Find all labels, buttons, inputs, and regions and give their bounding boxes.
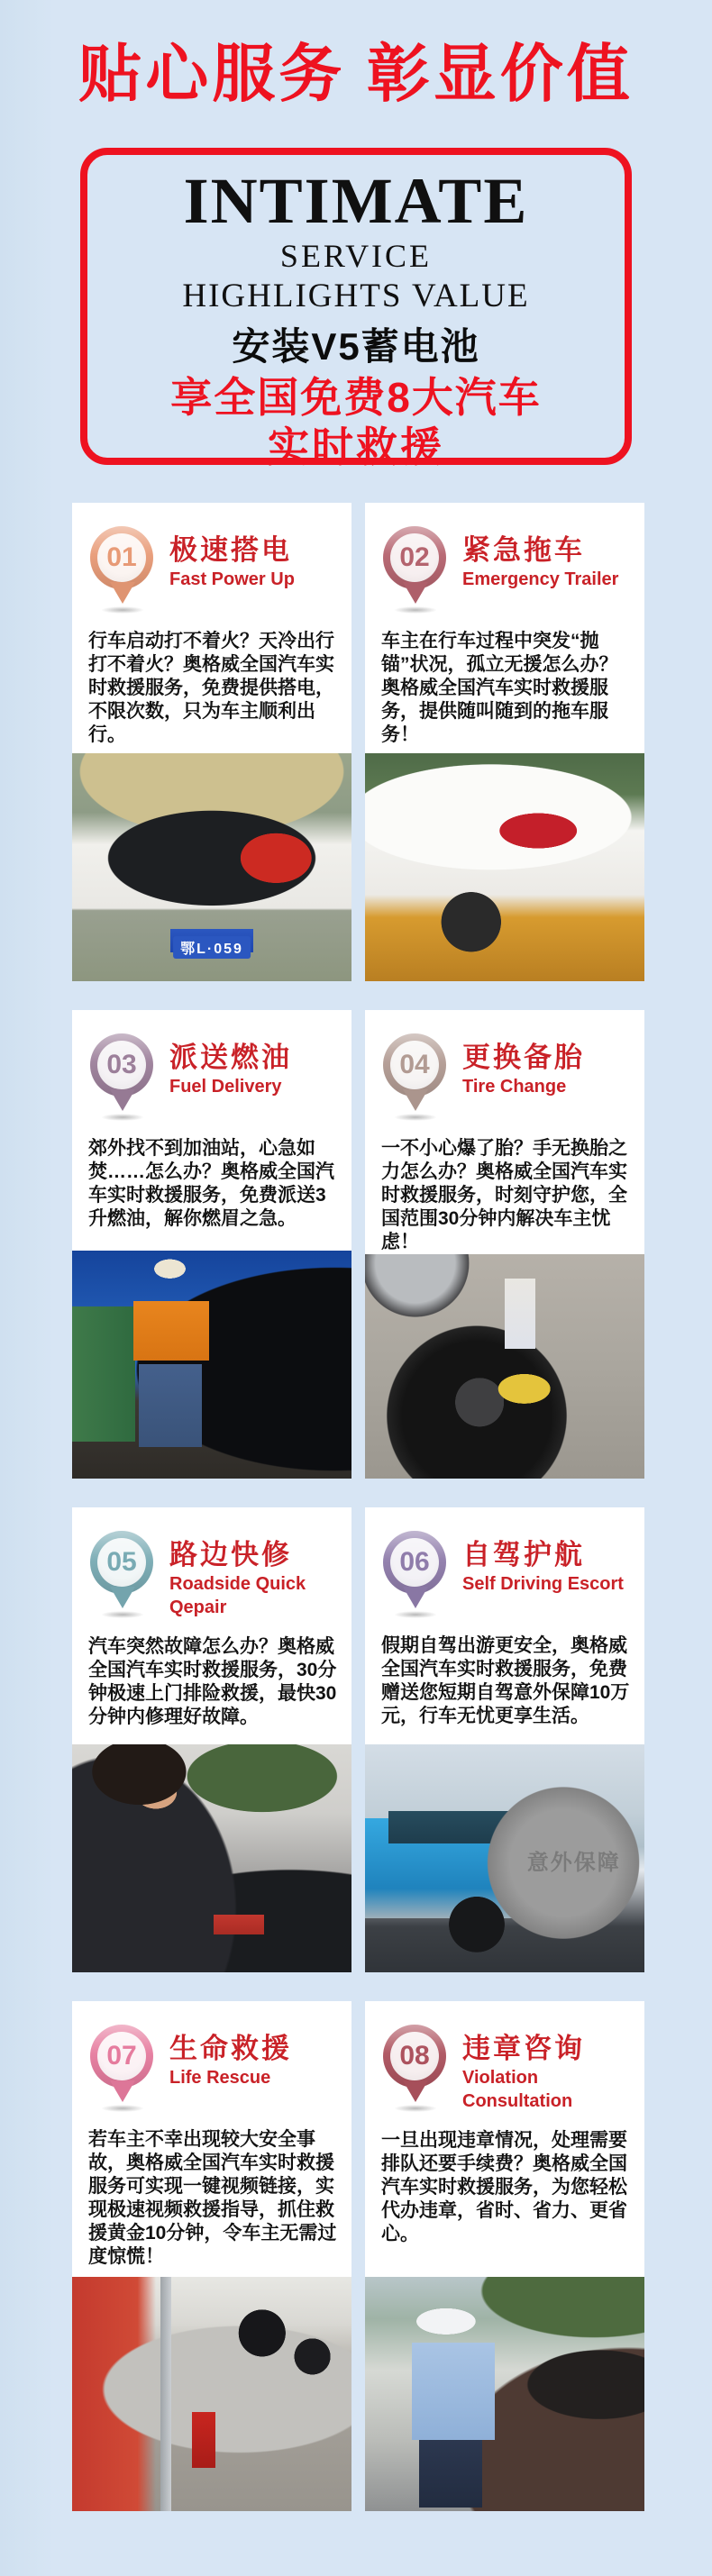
card-title-en: Roadside Quick Qepair <box>169 1574 306 1617</box>
pin-shadow <box>101 2105 144 2112</box>
hero-line-service: SERVICE <box>279 238 433 274</box>
card-header <box>72 503 351 614</box>
pin-tail <box>403 2080 428 2102</box>
card-titles <box>169 533 295 591</box>
card-description: 若车主不幸出现较大安全事故，奥格威全国汽车实时救援服务可实现一键视频链接，实现极速视频救援指导，抓住救援黄金10分钟，令车主无需过度惊慌！ <box>88 2129 337 2267</box>
hero-box <box>80 148 632 470</box>
service-card <box>365 2001 644 2511</box>
pin-ball <box>383 1531 446 1594</box>
hero-line-intimate: INTIMATE <box>183 165 529 237</box>
service-card <box>365 1507 644 1972</box>
card-title-en: Tire Change <box>462 1077 567 1097</box>
pin-marker-icon <box>383 2025 448 2112</box>
card-header <box>72 1507 351 1619</box>
card-title-cn: 违章咨询 <box>462 2033 585 2064</box>
pin-tail <box>110 1587 135 1608</box>
pin-ball <box>383 1033 446 1097</box>
pin-ball <box>90 1033 153 1097</box>
card-header <box>365 1010 644 1121</box>
pin-marker-icon <box>383 1531 448 1618</box>
pin-shadow <box>101 1611 144 1618</box>
hero-line-benefit-1: 享全国免费8大汽车 <box>170 374 542 421</box>
card-title-en: Fuel Delivery <box>169 1077 282 1097</box>
card-titles <box>462 533 618 591</box>
pin-ball <box>383 526 446 589</box>
card-header <box>72 2001 351 2112</box>
card-description: 假期自驾出游更安全，奥格威全国汽车实时救援服务，免费赠送您短期自驾意外保障10万元，行车无忧更享生活。 <box>381 1635 630 1726</box>
card-description: 车主在行车过程中突发“抛锚”状况，孤立无援怎么办？奥格威全国汽车实时救援服务，提供随叫随到的拖车服务！ <box>381 631 618 745</box>
pin-shadow <box>394 1611 437 1618</box>
card-title-en: Life Rescue <box>169 2068 271 2088</box>
pin-ball <box>383 2025 446 2088</box>
card-photo <box>72 2277 351 2511</box>
pin-number: 01 <box>97 533 146 582</box>
card-photo <box>72 753 351 981</box>
page-title: 贴心服务 彰显价值 <box>78 39 634 109</box>
card-description: 行车启动打不着火？天冷出行打不着火？奥格威全国汽车实时救援服务，免费提供搭电，不限次数，只为车主顺利出行。 <box>88 631 334 745</box>
pin-number: 08 <box>390 2032 439 2080</box>
card-titles <box>462 1538 624 1596</box>
pin-shadow <box>101 606 144 614</box>
service-card <box>72 2001 351 2511</box>
license-plate-label: 鄂L·059 <box>173 936 251 959</box>
pin-ball <box>90 526 153 589</box>
pin-ball <box>90 1531 153 1594</box>
pin-tail <box>110 582 135 604</box>
card-description: 一旦出现违章情况，处理需要排队还要手续费？奥格威全国汽车实时救援服务，为您轻松代办违章，省时、省力、更省心。 <box>381 2130 627 2244</box>
card-title-cn: 自驾护航 <box>462 1539 585 1570</box>
card-title-cn: 更换备胎 <box>462 1042 585 1073</box>
pin-number: 05 <box>97 1538 146 1587</box>
pin-number: 02 <box>390 533 439 582</box>
pin-marker-icon <box>90 1531 155 1618</box>
card-title-cn: 派送燃油 <box>169 1042 292 1073</box>
service-card <box>365 503 644 981</box>
pin-marker-icon <box>90 2025 155 2112</box>
pin-number: 06 <box>390 1538 439 1587</box>
card-description: 郊外找不到加油站，心急如焚……怎么办？奥格威全国汽车实时救援服务，免费派送3升燃油，解你燃眉之急。 <box>88 1138 334 1229</box>
card-titles <box>462 1041 585 1098</box>
card-titles <box>462 2032 637 2113</box>
card-description: 汽车突然故障怎么办？奥格威全国汽车实时救援服务，30分钟极速上门排险救援，最快30分钟内修理好故障。 <box>88 1636 337 1727</box>
hero-line-highlights: HIGHLIGHTS VALUE <box>182 278 530 314</box>
hero-line-battery: 安装V5蓄电池 <box>232 325 480 368</box>
card-title-en: Self Driving Escort <box>462 1574 624 1594</box>
pin-tail <box>110 1089 135 1111</box>
card-photo <box>365 2277 644 2511</box>
card-title-en: Fast Power Up <box>169 569 295 589</box>
pin-tail <box>110 2080 135 2102</box>
pin-tail <box>403 1089 428 1111</box>
pin-marker-icon <box>383 1033 448 1121</box>
card-photo <box>365 753 644 981</box>
pin-shadow <box>394 606 437 614</box>
pin-shadow <box>394 2105 437 2112</box>
umbrella-watermark-label: 意外保障 <box>526 1851 621 1876</box>
pin-shadow <box>394 1114 437 1121</box>
pin-shadow <box>101 1114 144 1121</box>
pin-marker-icon <box>90 526 155 614</box>
card-title-en: Emergency Trailer <box>462 569 619 589</box>
pin-number: 07 <box>97 2032 146 2080</box>
service-card <box>72 1010 351 1479</box>
pin-marker-icon <box>383 526 448 614</box>
card-header <box>365 2001 644 2113</box>
card-header <box>365 503 644 614</box>
hero-line-benefit-2: 实时救援 <box>268 423 444 470</box>
pin-tail <box>403 1587 428 1608</box>
card-header <box>72 1010 351 1121</box>
card-header <box>365 1507 644 1618</box>
card-title-cn: 紧急拖车 <box>462 534 585 566</box>
card-titles <box>169 1538 344 1619</box>
card-title-cn: 极速搭电 <box>169 534 292 566</box>
card-title-en: Violation Consultation <box>462 2068 573 2111</box>
card-title-cn: 路边快修 <box>169 1539 292 1570</box>
pin-marker-icon <box>90 1033 155 1121</box>
pin-ball <box>90 2025 153 2088</box>
card-photo <box>365 1744 644 1972</box>
card-title-cn: 生命救援 <box>169 2033 292 2064</box>
card-titles <box>169 1041 292 1098</box>
card-titles <box>169 2032 292 2089</box>
card-photo <box>72 1251 351 1479</box>
service-cards-grid <box>0 503 712 2511</box>
service-card <box>72 1507 351 1972</box>
card-photo <box>365 1254 644 1479</box>
pin-tail <box>403 582 428 604</box>
service-card <box>72 503 351 981</box>
card-photo <box>72 1744 351 1972</box>
pin-number: 04 <box>390 1041 439 1089</box>
card-description: 一不小心爆了胎？手无换胎之力怎么办？奥格威全国汽车实时救援服务，时刻守护您，全国范围30分钟内解决车主忧虑！ <box>381 1138 627 1252</box>
service-card <box>365 1010 644 1479</box>
pin-number: 03 <box>97 1041 146 1089</box>
